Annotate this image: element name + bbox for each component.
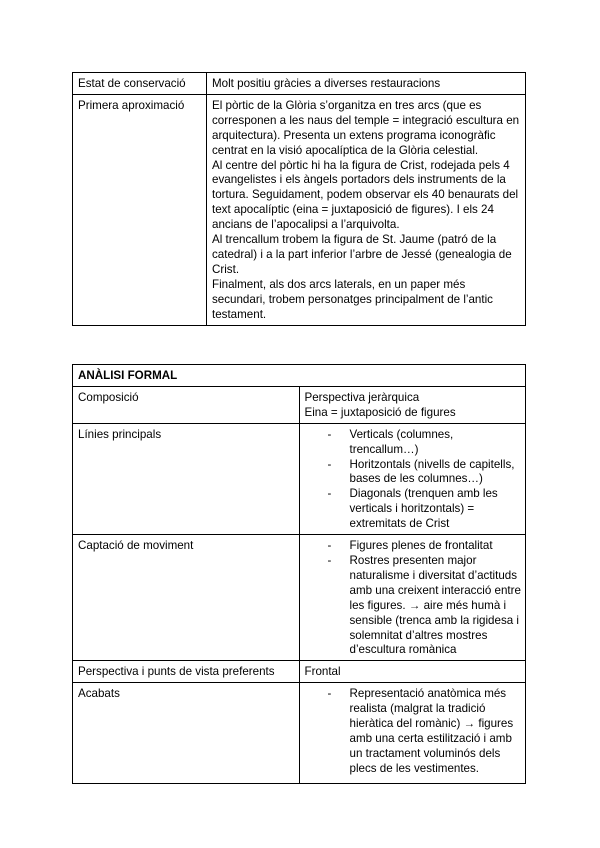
list-item: - Diagonals (trenquen amb les verticals i horitzontals) = extremitats de Crist [350,487,522,532]
row-value-acabats [299,683,526,784]
table-row [73,683,526,784]
table-row [73,535,526,661]
table-row [73,386,526,423]
list-item: - Horitzontals (nivells de capitells, bases de les columnes…) [350,458,522,488]
paragraph: Finalment, als dos arcs laterals, en un paper més secundari, trobem personatges principalment de l’antic testament. [212,277,493,321]
bullet-list [305,687,522,776]
row-label-perspectiva: Perspectiva i punts de vista preferents [73,661,300,683]
row-label-moviment: Captació de moviment [73,535,300,661]
text-line: Perspectiva jeràrquica [304,390,420,404]
text-line: Eina = juxtaposició de figures [304,405,456,419]
list-item: - Representació anatòmica més realista (malgrat la tradició hieràtica del romànic) → figures amb una certa estilització i amb un tractament voluminós dels plecs de les vestimentes. [350,687,522,776]
table-row [73,661,526,683]
list-item: - Rostres presenten major naturalisme i diversitat d’actituds amb una creixent interacció entre les figures. → aire més humà i sensible (trenca amb la rigidesa i solemnitat d’altres mostres d’escultura romànica [350,554,522,658]
row-value-aproximacio [207,94,526,325]
text-line: Molt positiu gràcies a diverses restauracions [212,77,441,90]
table-row [73,94,526,325]
paragraph: Al centre del pòrtic hi ha la figura de Crist, rodejada pels 4 evangelistes i els àngels portadors dels instruments de la tortura. Seguidament, podem observar els 40 benaurats del text apocalíptic (eina = juxtaposició de figures). I els 24 ancians de l’apocalipsi a l’arquivolta. [212,158,519,232]
row-label-aproximacio: Primera aproximació [73,94,207,325]
table-row [73,423,526,534]
table-row [73,73,526,95]
row-label-composicio: Composició [73,386,300,423]
conservation-table [72,72,526,326]
row-value-composicio [299,386,526,423]
row-value-linies [299,423,526,534]
row-label-conservacio: Estat de conservació [73,73,207,95]
section-heading: ANÀLISI FORMAL [73,365,526,387]
row-value-moviment [299,535,526,661]
bullet-list [305,539,522,658]
row-value-conservacio [207,73,526,95]
list-item: - Verticals (columnes, trencallum…) [350,428,522,458]
bullet-list [305,428,522,532]
row-label-acabats: Acabats [73,683,300,784]
formal-analysis-table [72,364,526,784]
list-item: - Figures plenes de frontalitat [350,539,522,554]
paragraph: El pòrtic de la Glòria s’organitza en tres arcs (que es corresponen a les naus del temple = integració escultura en arquitectura). Presenta un extens programa iconogràfic centrat en la visió apocalíptica de la Glòria celestial. [212,98,520,157]
row-label-linies: Línies principals [73,423,300,534]
row-value-perspectiva: Frontal [299,661,526,683]
paragraph: Al trencallum trobem la figura de St. Jaume (patró de la catedral) i a la part inferior l’arbre de Jessé (genealogia de Crist. [212,233,512,276]
table-header-row [73,365,526,387]
